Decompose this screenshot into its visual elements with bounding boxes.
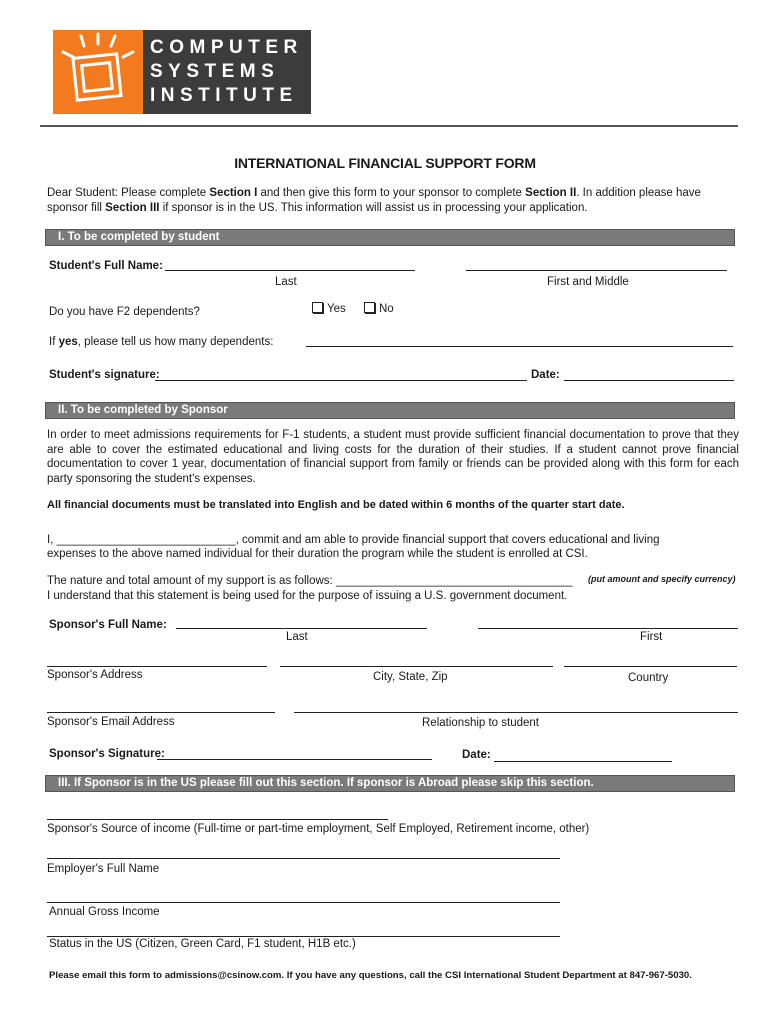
employer-name-caption: Employer's Full Name — [47, 863, 160, 875]
sponsor-address-caption: Sponsor's Address — [47, 669, 143, 681]
commit-line-2: expenses to the above named individual for their duration the program while the student is enrolled at CSI. — [47, 548, 588, 560]
f2-yes-option[interactable]: Yes — [312, 302, 346, 316]
sponsor-last-caption: Last — [286, 631, 308, 643]
f2-no-option[interactable]: No — [364, 302, 394, 316]
logo-line-3: INSTITUTE — [150, 85, 298, 106]
yes-checkbox[interactable] — [312, 302, 323, 313]
sponsor-address-field[interactable] — [47, 666, 267, 667]
student-first-middle-caption: First and Middle — [547, 276, 629, 288]
student-signature-field[interactable] — [155, 380, 527, 381]
support-nature-label: The nature and total amount of my support is as follows: _____________________________________ — [47, 575, 573, 587]
no-checkbox[interactable] — [364, 302, 375, 313]
student-first-name-field[interactable] — [466, 270, 727, 271]
sponsor-last-name-field[interactable] — [176, 628, 427, 629]
logo-line-2: SYSTEMS — [150, 61, 280, 82]
sponsor-date-field[interactable] — [494, 761, 672, 762]
sponsor-email-field[interactable] — [47, 712, 275, 713]
student-last-name-field[interactable] — [165, 270, 415, 271]
sponsor-signature-label: Sponsor's Signature: — [49, 748, 165, 760]
sponsor-requirements-paragraph: In order to meet admissions requirements for F-1 students, a student must provide sufficient financial documentation to prove that they are able to cover the estimated educational and living costs for the duration of their studies. If a student cannot prove financial documentation to cover 1 year, documentation of financial support from family or friends can be provided along with this form for each party sponsoring the student's expenses. — [47, 429, 739, 485]
city-state-zip-caption: City, State, Zip — [373, 671, 448, 683]
sponsor-country-field[interactable] — [564, 666, 737, 667]
logo-emblem-icon — [53, 30, 143, 114]
section-2-header: II. To be completed by Sponsor — [45, 402, 735, 419]
logo-line-1: COMPUTER — [150, 37, 303, 58]
annual-income-field[interactable] — [47, 902, 560, 903]
commit-line-1: I, ____________________________, commit and am able to provide financial support that covers educational and living — [47, 534, 660, 546]
f2-question: Do you have F2 dependents? — [49, 306, 200, 318]
logo-orange-block — [53, 30, 143, 114]
employer-name-field[interactable] — [47, 858, 560, 859]
sponsor-email-caption: Sponsor's Email Address — [47, 716, 175, 728]
income-source-caption: Sponsor's Source of income (Full-time or part-time employment, Self Employed, Retirement income, other) — [47, 823, 590, 835]
country-caption: Country — [628, 672, 669, 684]
student-signature-label: Student's signature: — [49, 369, 160, 381]
form-title: INTERNATIONAL FINANCIAL SUPPORT FORM — [234, 155, 536, 171]
government-document-statement: I understand that this statement is being used for the purpose of issuing a U.S. government document. — [47, 590, 568, 602]
intro-text: Dear Student: Please complete Section I and then give this form to your sponsor to complete Section II. In addition please have sponsor fill Section III if sponsor is in the US. This information will assist us in processing your application. — [47, 187, 701, 214]
income-source-field[interactable] — [47, 819, 388, 820]
student-date-field[interactable] — [564, 380, 734, 381]
sponsor-date-label: Date: — [462, 749, 491, 761]
annual-income-caption: Annual Gross Income — [49, 906, 160, 918]
translation-notice: All financial documents must be translated into English and be dated within 6 months of the quarter start date. — [47, 499, 625, 511]
sponsor-first-caption: First — [640, 631, 663, 643]
sponsor-city-state-zip-field[interactable] — [280, 666, 553, 667]
sponsor-first-name-field[interactable] — [478, 628, 738, 629]
dependents-count-field[interactable] — [306, 346, 733, 347]
dependents-question: If yes, please tell us how many dependents: — [49, 336, 274, 348]
student-last-caption: Last — [275, 276, 297, 288]
student-full-name-label: Student's Full Name: — [49, 260, 163, 272]
relationship-caption: Relationship to student — [422, 717, 539, 729]
sponsor-full-name-label: Sponsor's Full Name: — [49, 619, 167, 631]
sponsor-signature-field[interactable] — [157, 759, 432, 760]
support-nature-hint: (put amount and specify currency) — [588, 574, 736, 584]
section-3-header: III. If Sponsor is in the US please fill out this section. If sponsor is Abroad please skip this section. — [45, 775, 735, 792]
footer-contact: Please email this form to admissions@csinow.com. If you have any questions, call the CSI International Student Department at 847-967-5030. — [49, 970, 692, 981]
header-rule — [40, 125, 738, 127]
relationship-field[interactable] — [294, 712, 738, 713]
student-date-label: Date: — [531, 369, 560, 381]
section-1-header: I. To be completed by student — [45, 229, 735, 246]
us-status-caption: Status in the US (Citizen, Green Card, F1 student, H1B etc.) — [49, 938, 356, 950]
